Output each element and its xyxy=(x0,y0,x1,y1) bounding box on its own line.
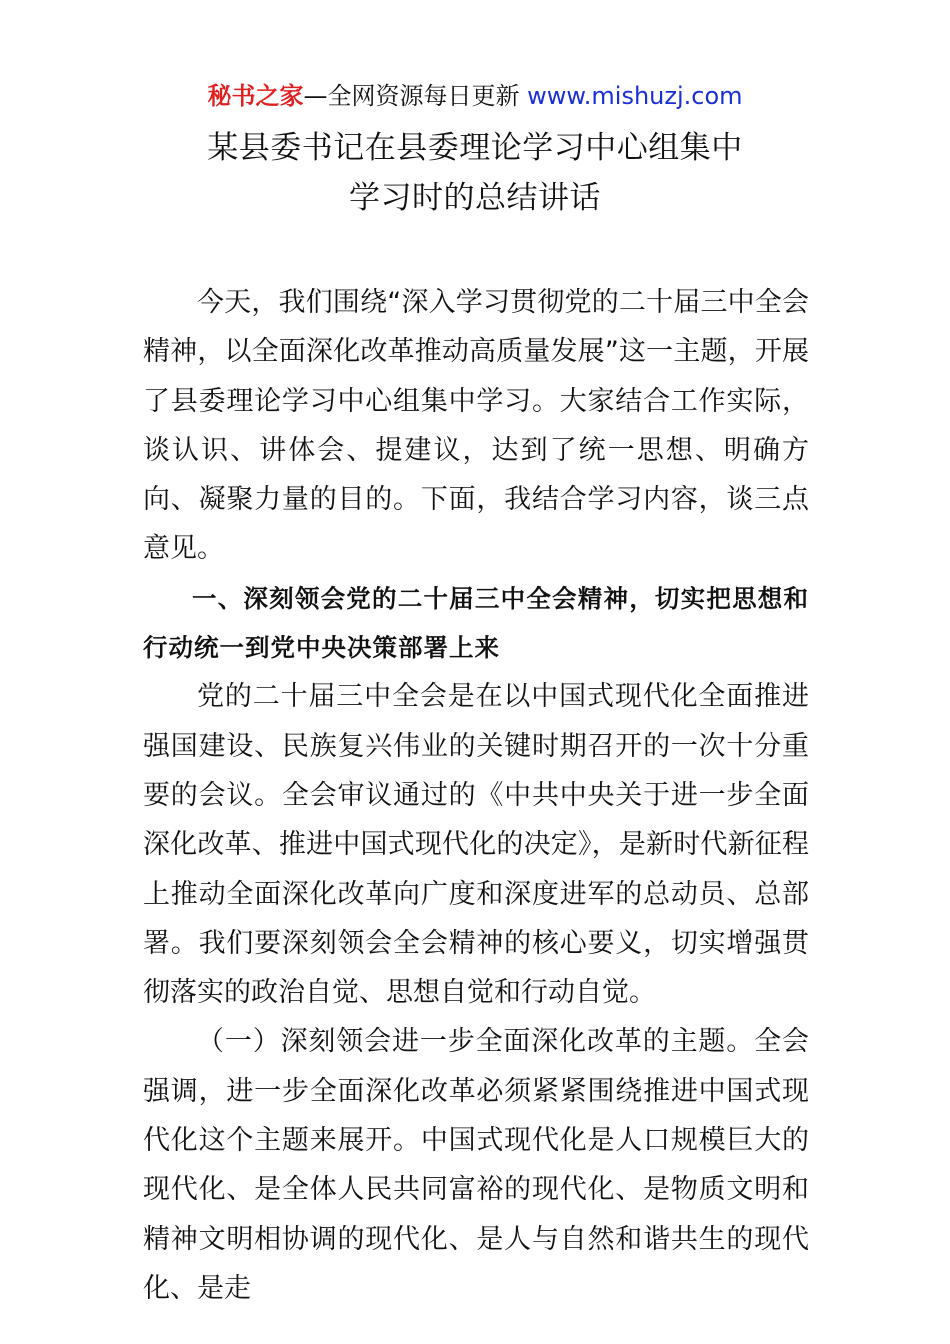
paragraph: 党的二十届三中全会是在以中国式现代化全面推进强国建设、民族复兴伟业的关键时期召开的一次十分重要的会议。全会审议通过的《中共中央关于进一步全面深化改革、推进中国式现代化的决定》，是新时代新征程上推动全面深化改革向广度和深度进军的总动员、总部署。我们要深刻领会全会精神的核心要义，切实增强贯彻落实的政治自觉、思想自觉和行动自觉。 xyxy=(143,681,809,1009)
section-heading: 一、深刻领会党的二十届三中全会精神，切实把思想和行动统一到党中央决策部署上来 xyxy=(143,583,809,663)
header-tagline: —全网资源每日更新 xyxy=(303,82,520,110)
document-body xyxy=(143,278,809,1313)
brand-name: 秘书之家 xyxy=(207,82,304,110)
paragraph: （一）深刻领会进一步全面深化改革的主题。全会强调，进一步全面深化改革必须紧紧围绕推进中国式现代化这个主题来展开。中国式现代化是人口规模巨大的现代化、是全体人民共同富裕的现代化、是物质文明和精神文明相协调的现代化、是人与自然和谐共生的现代化、是走 xyxy=(143,1026,809,1304)
document-title-line-1: 某县委书记在县委理论学习中心组集中 xyxy=(207,130,743,166)
site-link[interactable]: www.mishuzj.com xyxy=(527,82,743,110)
document-title-line-2: 学习时的总结讲话 xyxy=(349,180,601,216)
watermark-header xyxy=(0,80,950,112)
paragraph: 今天，我们围绕“深入学习贯彻党的二十届三中全会精神，以全面深化改革推动高质量发展”这一主题，开展了县委理论学习中心组集中学习。大家结合工作实际，谈认识、讲体会、提建议，达到了统一思想、明确方向、凝聚力量的目的。下面，我结合学习内容，谈三点意见。 xyxy=(143,287,809,565)
